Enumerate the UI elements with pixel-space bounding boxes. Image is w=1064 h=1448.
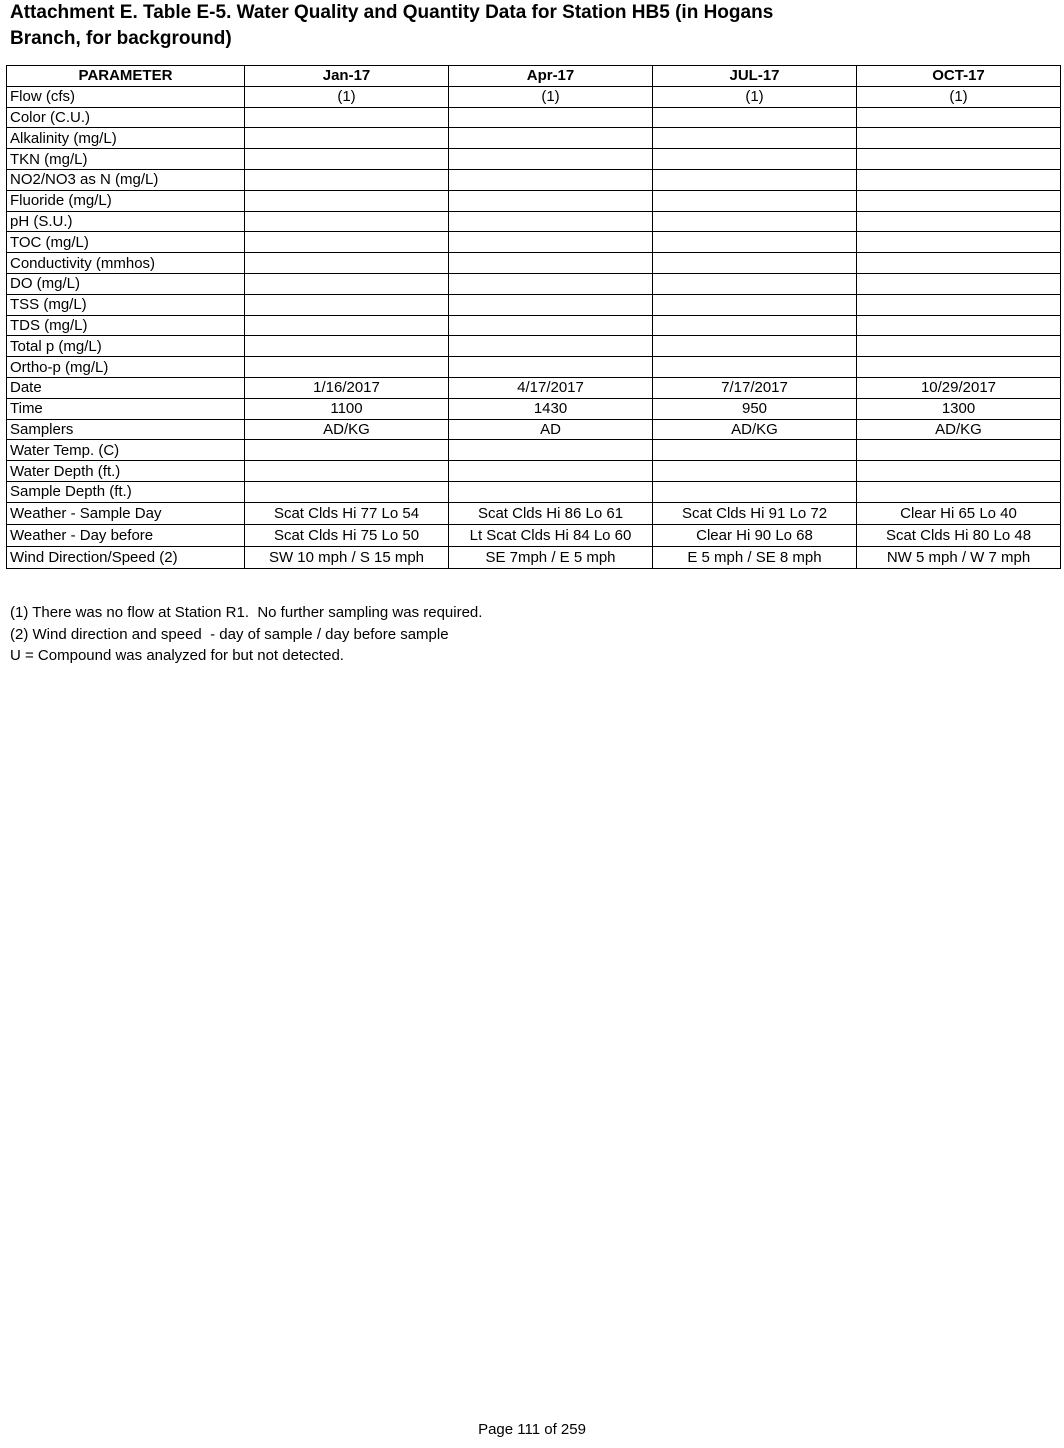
- column-header: OCT-17: [857, 66, 1061, 87]
- value-cell: (1): [449, 86, 653, 107]
- parameter-cell: pH (S.U.): [7, 211, 245, 232]
- parameter-cell: TOC (mg/L): [7, 232, 245, 253]
- column-header: Apr-17: [449, 66, 653, 87]
- value-cell: AD/KG: [857, 419, 1061, 440]
- value-cell: [857, 128, 1061, 149]
- value-cell: [449, 461, 653, 482]
- value-cell: [245, 232, 449, 253]
- parameter-cell: Date: [7, 377, 245, 398]
- parameter-cell: Sample Depth (ft.): [7, 481, 245, 502]
- value-cell: [449, 294, 653, 315]
- value-cell: 950: [653, 398, 857, 419]
- value-cell: [245, 149, 449, 170]
- value-cell: [653, 440, 857, 461]
- value-cell: AD/KG: [653, 419, 857, 440]
- value-cell: [449, 107, 653, 128]
- value-cell: [245, 169, 449, 190]
- table-header-row: [7, 66, 1061, 87]
- value-cell: [653, 336, 857, 357]
- footnote: U = Compound was analyzed for but not detected.: [10, 647, 344, 664]
- page-title: [10, 0, 870, 52]
- value-cell: [857, 232, 1061, 253]
- value-cell: [245, 336, 449, 357]
- value-cell: [653, 190, 857, 211]
- parameter-cell: Water Depth (ft.): [7, 461, 245, 482]
- value-cell: [653, 294, 857, 315]
- value-cell: [857, 461, 1061, 482]
- table-row: [7, 149, 1061, 170]
- table-row: [7, 211, 1061, 232]
- table-row: [7, 232, 1061, 253]
- value-cell: [245, 315, 449, 336]
- table-row: [7, 481, 1061, 502]
- parameter-cell: Time: [7, 398, 245, 419]
- table-row: [7, 398, 1061, 419]
- footnote: (2) Wind direction and speed - day of sample / day before sample: [10, 625, 449, 643]
- value-cell: Scat Clds Hi 91 Lo 72: [653, 502, 857, 524]
- title-line-1: Attachment E. Table E-5. Water Quality and Quantity Data for Station HB5 (in Hogans: [10, 2, 774, 23]
- parameter-cell: Samplers: [7, 419, 245, 440]
- value-cell: Scat Clds Hi 86 Lo 61: [449, 502, 653, 524]
- value-cell: [449, 149, 653, 170]
- value-cell: [857, 357, 1061, 378]
- value-cell: [449, 211, 653, 232]
- parameter-cell: Fluoride (mg/L): [7, 190, 245, 211]
- value-cell: [857, 336, 1061, 357]
- value-cell: (1): [857, 86, 1061, 107]
- value-cell: [449, 253, 653, 274]
- value-cell: [245, 461, 449, 482]
- value-cell: Scat Clds Hi 75 Lo 50: [245, 524, 449, 546]
- parameter-cell: NO2/NO3 as N (mg/L): [7, 169, 245, 190]
- table-row: [7, 273, 1061, 294]
- value-cell: 1430: [449, 398, 653, 419]
- parameter-cell: TDS (mg/L): [7, 315, 245, 336]
- value-cell: [449, 128, 653, 149]
- value-cell: AD/KG: [245, 419, 449, 440]
- page-number: Page 111 of 259: [478, 1421, 586, 1438]
- value-cell: SE 7mph / E 5 mph: [449, 546, 653, 568]
- value-cell: [245, 440, 449, 461]
- value-cell: [857, 440, 1061, 461]
- value-cell: [449, 190, 653, 211]
- value-cell: [857, 294, 1061, 315]
- value-cell: 10/29/2017: [857, 377, 1061, 398]
- table-body: [7, 86, 1061, 568]
- parameter-cell: Weather - Day before: [7, 524, 245, 546]
- value-cell: Scat Clds Hi 77 Lo 54: [245, 502, 449, 524]
- value-cell: [653, 273, 857, 294]
- footnote: (1) There was no flow at Station R1. No further sampling was required.: [10, 604, 483, 621]
- value-cell: SW 10 mph / S 15 mph: [245, 546, 449, 568]
- value-cell: [245, 107, 449, 128]
- value-cell: Lt Scat Clds Hi 84 Lo 60: [449, 524, 653, 546]
- value-cell: 1/16/2017: [245, 377, 449, 398]
- value-cell: AD: [449, 419, 653, 440]
- value-cell: [653, 481, 857, 502]
- value-cell: [449, 336, 653, 357]
- value-cell: [653, 315, 857, 336]
- value-cell: 4/17/2017: [449, 377, 653, 398]
- parameter-cell: TKN (mg/L): [7, 149, 245, 170]
- parameter-cell: Total p (mg/L): [7, 336, 245, 357]
- parameter-cell: TSS (mg/L): [7, 294, 245, 315]
- value-cell: (1): [653, 86, 857, 107]
- table-row: [7, 524, 1061, 546]
- value-cell: [245, 357, 449, 378]
- value-cell: NW 5 mph / W 7 mph: [857, 546, 1061, 568]
- column-header: Jan-17: [245, 66, 449, 87]
- value-cell: [449, 357, 653, 378]
- parameter-cell: Wind Direction/Speed (2): [7, 546, 245, 568]
- value-cell: [857, 481, 1061, 502]
- value-cell: Clear Hi 65 Lo 40: [857, 502, 1061, 524]
- parameter-cell: DO (mg/L): [7, 273, 245, 294]
- value-cell: [857, 253, 1061, 274]
- table-row: [7, 502, 1061, 524]
- table-row: [7, 315, 1061, 336]
- table-row: [7, 128, 1061, 149]
- value-cell: [245, 128, 449, 149]
- parameter-cell: Weather - Sample Day: [7, 502, 245, 524]
- parameter-cell: Alkalinity (mg/L): [7, 128, 245, 149]
- table-row: [7, 357, 1061, 378]
- table-row: [7, 86, 1061, 107]
- value-cell: [857, 169, 1061, 190]
- value-cell: [245, 190, 449, 211]
- value-cell: [653, 107, 857, 128]
- value-cell: [857, 211, 1061, 232]
- parameter-cell: Conductivity (mmhos): [7, 253, 245, 274]
- column-header: PARAMETER: [7, 66, 245, 87]
- value-cell: [653, 169, 857, 190]
- value-cell: [245, 253, 449, 274]
- value-cell: [449, 440, 653, 461]
- value-cell: [245, 481, 449, 502]
- value-cell: [653, 232, 857, 253]
- value-cell: Clear Hi 90 Lo 68: [653, 524, 857, 546]
- value-cell: 1300: [857, 398, 1061, 419]
- parameter-cell: Flow (cfs): [7, 86, 245, 107]
- value-cell: [857, 273, 1061, 294]
- value-cell: [857, 149, 1061, 170]
- water-quality-table: [6, 65, 1061, 569]
- title-line-2: Branch, for background): [10, 28, 232, 49]
- value-cell: [449, 273, 653, 294]
- value-cell: [653, 211, 857, 232]
- value-cell: [857, 315, 1061, 336]
- value-cell: 7/17/2017: [653, 377, 857, 398]
- footnotes: [10, 602, 482, 667]
- table-row: [7, 336, 1061, 357]
- value-cell: [245, 211, 449, 232]
- table-row: [7, 377, 1061, 398]
- table-row: [7, 461, 1061, 482]
- value-cell: [653, 253, 857, 274]
- table-row: [7, 294, 1061, 315]
- value-cell: E 5 mph / SE 8 mph: [653, 546, 857, 568]
- parameter-cell: Water Temp. (C): [7, 440, 245, 461]
- table-row: [7, 546, 1061, 568]
- table-row: [7, 190, 1061, 211]
- value-cell: (1): [245, 86, 449, 107]
- parameter-cell: Color (C.U.): [7, 107, 245, 128]
- table-row: [7, 169, 1061, 190]
- value-cell: [857, 107, 1061, 128]
- table-row: [7, 440, 1061, 461]
- value-cell: [653, 149, 857, 170]
- table-row: [7, 107, 1061, 128]
- value-cell: [245, 273, 449, 294]
- parameter-cell: Ortho-p (mg/L): [7, 357, 245, 378]
- table-row: [7, 419, 1061, 440]
- value-cell: 1100: [245, 398, 449, 419]
- value-cell: [245, 294, 449, 315]
- table-row: [7, 253, 1061, 274]
- value-cell: [449, 481, 653, 502]
- value-cell: [857, 190, 1061, 211]
- value-cell: [449, 232, 653, 253]
- value-cell: [653, 128, 857, 149]
- value-cell: [653, 357, 857, 378]
- value-cell: [653, 461, 857, 482]
- value-cell: Scat Clds Hi 80 Lo 48: [857, 524, 1061, 546]
- column-header: JUL-17: [653, 66, 857, 87]
- value-cell: [449, 315, 653, 336]
- value-cell: [449, 169, 653, 190]
